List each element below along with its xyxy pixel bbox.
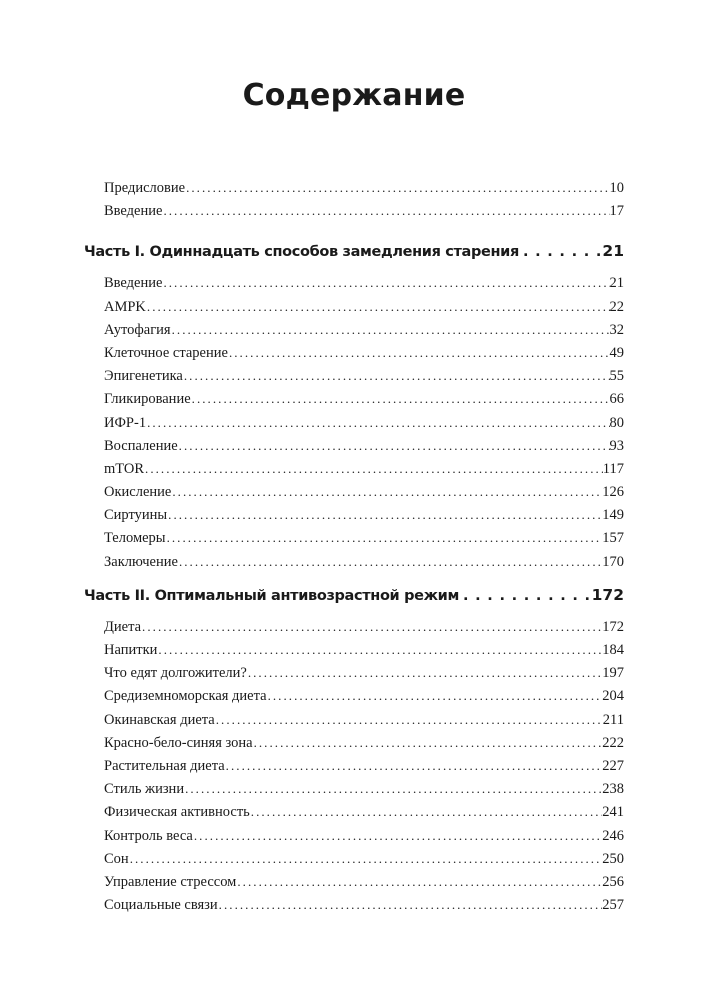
dot-leader [218, 893, 603, 916]
toc-entry[interactable] [84, 777, 624, 800]
toc-entry[interactable] [84, 387, 624, 410]
toc-entry-title: Предисловие [104, 180, 186, 196]
toc-entry[interactable] [84, 526, 624, 549]
toc-entry[interactable] [84, 731, 624, 754]
toc-entry-page: 257 [602, 897, 624, 914]
toc-entry-title: Физическая активность [104, 804, 250, 821]
dot-leader [144, 457, 603, 480]
toc-entry-title: Введение [104, 275, 163, 292]
toc-entry-title: Диета [104, 618, 142, 635]
page-title: Содержание [242, 78, 466, 114]
toc-part-1[interactable] [84, 239, 624, 263]
toc-entry-page: 21 [609, 275, 624, 292]
toc-entry[interactable] [84, 341, 624, 364]
toc-entry-title: Клеточное старение [104, 344, 228, 361]
toc-entry[interactable] [84, 271, 624, 294]
dot-leader [141, 615, 602, 638]
toc-entry[interactable] [84, 800, 624, 823]
toc-entry-page: 172 [602, 618, 624, 635]
toc-entry[interactable] [84, 847, 624, 870]
toc-entry-title: mTOR [104, 460, 145, 477]
toc-entry-page: 49 [609, 344, 624, 361]
toc-entry-page: 197 [602, 665, 624, 682]
dot-leader [171, 480, 602, 503]
toc-entry-title: Растительная диета [104, 757, 225, 774]
dot-leader [236, 870, 602, 893]
dot-leader [225, 754, 603, 777]
dot-leader [162, 199, 609, 222]
toc-entry-title: Средиземноморская диета [104, 688, 267, 705]
part-page: 21 [602, 242, 624, 261]
toc-entry[interactable] [84, 480, 624, 503]
toc-entry-title: Стиль жизни [104, 781, 185, 798]
dot-leader [215, 708, 603, 731]
part-title: Часть I. Одиннадцать способов замедления старения [84, 244, 519, 261]
toc-entry-page: 227 [602, 757, 624, 774]
toc-entry[interactable] [84, 411, 624, 434]
dot-leader [157, 638, 602, 661]
toc-entry-title: Гликирование [104, 391, 191, 408]
toc-entry-page: 204 [602, 688, 624, 705]
toc-entry-page: 149 [602, 507, 624, 524]
toc-entry-title: ИФР-1 [104, 414, 147, 431]
toc-entry-page: 55 [609, 368, 624, 385]
toc-entry[interactable] [84, 295, 624, 318]
dot-leader [183, 364, 610, 387]
toc-entry[interactable] [84, 684, 624, 707]
toc-entry-title: Воспаление [104, 437, 178, 454]
toc-entry-page: 157 [602, 530, 624, 547]
dot-leader [178, 550, 602, 573]
dot-leader [162, 271, 609, 294]
dot-leader [253, 731, 603, 754]
dot-leader [250, 800, 602, 823]
toc-entry-title: Заключение [104, 553, 178, 570]
toc-entry-page: 80 [609, 414, 624, 431]
toc-entry-title: Теломеры [104, 530, 166, 547]
dot-leader [185, 176, 609, 199]
toc-entry[interactable] [84, 870, 624, 893]
toc-entry-page: 241 [602, 804, 624, 821]
dot-leader [247, 661, 602, 684]
toc-entry-page: 10 [609, 180, 624, 196]
toc-entry-page: 246 [602, 827, 624, 844]
dot-leader [167, 503, 602, 526]
dot-leader [146, 295, 610, 318]
dot-leader [166, 526, 603, 549]
toc-entry[interactable] [84, 176, 624, 199]
toc-entry[interactable] [84, 893, 624, 916]
toc-entry-title: Окинавская диета [104, 711, 215, 728]
toc-entry[interactable] [84, 638, 624, 661]
toc-entry-page: 222 [602, 734, 624, 751]
dot-leader [146, 411, 609, 434]
toc-entry-page: 32 [609, 321, 624, 338]
toc-part-2[interactable] [84, 583, 624, 607]
toc-entry-title: Введение [104, 203, 163, 220]
part-page: 172 [591, 585, 624, 604]
toc-entry[interactable] [84, 824, 624, 847]
toc-entry[interactable] [84, 708, 624, 731]
toc-entry-title: Сон [104, 850, 129, 867]
dot-leader [191, 387, 610, 410]
toc-entry-page: 17 [609, 203, 624, 220]
dot-leader [267, 684, 603, 707]
dot-leader [459, 584, 592, 607]
toc-entry-page: 184 [602, 642, 624, 658]
toc-entry[interactable] [84, 364, 624, 387]
dot-leader [171, 318, 610, 341]
toc-entry-page: 170 [602, 553, 624, 570]
toc-entry[interactable] [84, 434, 624, 457]
toc-entry-title: Окисление [104, 484, 172, 501]
table-of-contents [84, 176, 624, 916]
toc-entry[interactable] [84, 550, 624, 573]
toc-entry[interactable] [84, 661, 624, 684]
toc-entry-title: Напитки [104, 642, 158, 658]
toc-entry-page: 66 [609, 391, 624, 408]
toc-entry[interactable] [84, 503, 624, 526]
toc-entry-title: Сиртуины [104, 507, 168, 524]
toc-entry-title: Аутофагия [104, 321, 171, 338]
toc-entry[interactable] [84, 318, 624, 341]
toc-entry-title: Эпигенетика [104, 368, 183, 385]
toc-entry-title: Что едят долгожители? [104, 665, 247, 682]
toc-entry-page: 250 [602, 850, 624, 867]
dot-leader [228, 341, 610, 364]
toc-entry-page: 93 [609, 437, 624, 454]
toc-entry[interactable] [84, 615, 624, 638]
toc-entry-title: Контроль веса [104, 827, 193, 844]
dot-leader [178, 434, 610, 457]
toc-entry-page: 22 [609, 298, 624, 315]
dot-leader [193, 824, 602, 847]
dot-leader [129, 847, 603, 870]
toc-entry-title: AMPK [104, 298, 146, 315]
toc-entry-page: 256 [602, 873, 624, 890]
toc-entry-page: 211 [602, 711, 624, 728]
dot-leader [184, 777, 602, 800]
toc-entry-title: Красно-бело-синяя зона [104, 734, 253, 751]
dot-leader [519, 240, 602, 263]
toc-entry[interactable] [84, 754, 624, 777]
toc-entry-title: Социальные связи [104, 897, 218, 914]
toc-entry[interactable] [84, 199, 624, 222]
toc-entry-page: 238 [602, 781, 624, 798]
part-title: Часть II. Оптимальный антивозрастной режим [84, 587, 459, 604]
toc-entry-page: 126 [602, 484, 624, 501]
toc-entry[interactable] [84, 457, 624, 480]
toc-entry-title: Управление стрессом [104, 873, 237, 890]
toc-entry-page: 117 [602, 460, 624, 477]
